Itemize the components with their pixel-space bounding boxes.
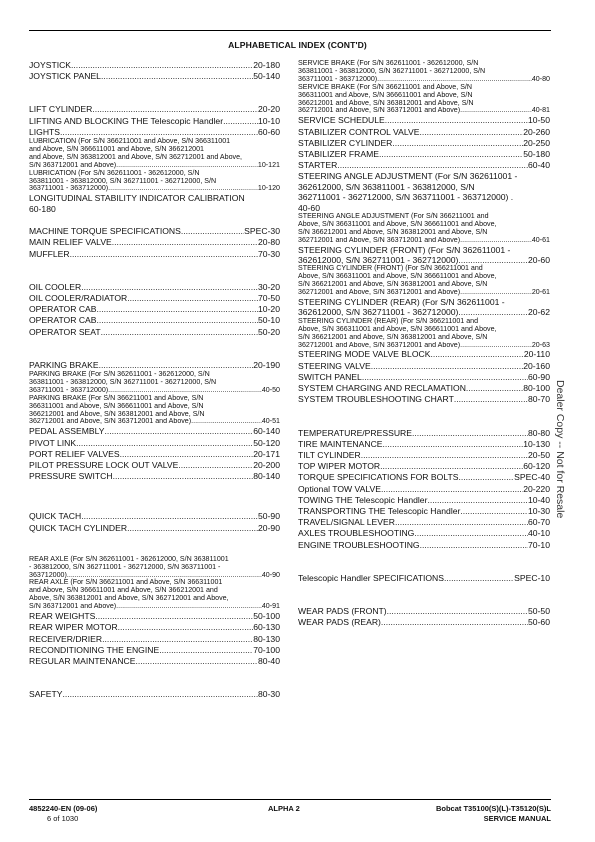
- entry-text: TIRE MAINTENANCE: [298, 438, 383, 449]
- entry-text: Above, S/N 363812001 and Above, S/N 362712001 and Above,: [29, 594, 229, 603]
- dot-leader: [420, 540, 528, 551]
- index-entry[interactable]: [29, 460, 280, 471]
- index-entry[interactable]: [298, 506, 550, 517]
- entry-text: LIFT CYLINDER: [29, 104, 93, 115]
- entry-text: S/N 363712001 and Above): [29, 603, 117, 611]
- dot-leader: [385, 115, 528, 126]
- index-entry[interactable]: [29, 371, 280, 395]
- entry-text: STABILIZER CYLINDER: [298, 137, 393, 148]
- entry-text: STEERING CYLINDER (REAR) (For S/N 362611001 -: [298, 297, 505, 308]
- page-ref: 10-121: [257, 161, 280, 169]
- index-entry[interactable]: [29, 327, 280, 338]
- dot-leader: [380, 461, 523, 472]
- page-ref: 40-90: [261, 571, 280, 579]
- index-entry[interactable]: [298, 127, 550, 138]
- entry-text: 366212001 and Above, S/N 363812001 and Above, S/N: [298, 98, 474, 107]
- index-entry[interactable]: [29, 60, 280, 71]
- entry-text: SYSTEM CHARGING AND RECLAMATION: [298, 383, 466, 394]
- entry-text: 362712001 and Above, S/N 363712001 and Above): [29, 418, 192, 426]
- entry-text: Telescopic Handler SPECIFICATIONS: [298, 572, 444, 583]
- page-ref: SPEC-10: [514, 572, 550, 583]
- page-ref: 10-130: [523, 438, 550, 449]
- entry-text: STEERING CYLINDER (FRONT) (For S/N 366211001 and: [298, 264, 483, 273]
- page-ref: 20-62: [528, 307, 550, 318]
- index-entry[interactable]: [298, 517, 550, 528]
- index-entry[interactable]: [29, 471, 280, 482]
- page-ref: 80-40: [258, 655, 280, 666]
- dot-leader: [460, 506, 528, 517]
- page-ref: 80-100: [523, 383, 550, 394]
- index-entry[interactable]: [298, 245, 550, 266]
- entry-text: Above, S/N 366311001 and Above, S/N 366611001 and Above,: [298, 219, 497, 228]
- entry-text: SERVICE SCHEDULE: [298, 115, 385, 126]
- entry-text: 362612000, S/N 362711001 - 362712000): [298, 307, 459, 318]
- entry-text: 362712001 and Above, S/N 363712001 and Above): [298, 107, 461, 115]
- dot-leader: [460, 289, 532, 297]
- page-ref: 80-70: [528, 394, 550, 405]
- dot-leader: [458, 472, 514, 483]
- page-ref: 40-91: [261, 603, 280, 611]
- index-entry[interactable]: [298, 297, 550, 318]
- entry-text: PARKING BRAKE: [29, 359, 99, 370]
- entry-text: REGULAR MAINTENANCE: [29, 655, 136, 666]
- entry-text: LIFTING AND BLOCKING THE Telescopic Handler: [29, 115, 224, 126]
- index-entry[interactable]: [298, 495, 550, 506]
- entry-text: 363811001 - 363812000, S/N 362711001 - 362712000, S/N: [29, 176, 217, 185]
- page-title: ALPHABETICAL INDEX (CONT'D): [228, 40, 367, 50]
- index-entry[interactable]: [298, 461, 550, 472]
- dot-leader: [135, 656, 258, 667]
- page-ref: 50-90: [258, 511, 280, 522]
- page-ref: 60-130: [253, 622, 280, 633]
- dot-leader: [191, 418, 262, 426]
- dot-leader: [76, 438, 253, 449]
- index-entry[interactable]: [29, 226, 280, 237]
- entry-text: WEAR PADS (FRONT): [298, 605, 387, 616]
- entry-text: 362612000, S/N 363811001 - 363812000, S/N: [298, 181, 475, 192]
- index-entry[interactable]: [29, 634, 280, 645]
- index-entry[interactable]: [29, 656, 280, 667]
- dot-leader: [81, 282, 258, 293]
- index-entry[interactable]: [298, 138, 550, 149]
- page-ref: 40-51: [261, 418, 280, 426]
- entry-text: TORQUE SPECIFICATIONS FOR BOLTS: [298, 472, 459, 483]
- dot-leader: [395, 517, 528, 528]
- page-ref: 60-90: [528, 371, 550, 382]
- dot-leader: [427, 495, 528, 506]
- entry-text: QUICK TACH: [29, 511, 82, 522]
- entry-text: PARKING BRAKE (For S/N 362611001 - 362612000, S/N: [29, 370, 210, 378]
- index-entry[interactable]: [298, 349, 550, 360]
- dot-leader: [460, 237, 532, 245]
- entry-text: AXLES TROUBLESHOOTING: [298, 528, 415, 539]
- page-ref: 20-61: [531, 289, 550, 297]
- index-entry[interactable]: [29, 170, 280, 194]
- entry-text: STEERING ANGLE ADJUSTMENT (For S/N 362611001 -: [298, 171, 518, 182]
- dot-leader: [337, 160, 528, 171]
- page-ref: 60-70: [528, 517, 550, 528]
- entry-text: 362711001 - 362712000, S/N 363711001 - 363712000) .: [298, 192, 514, 203]
- entry-text: REAR WIPER MOTOR: [29, 622, 118, 633]
- entry-text: 363811001 - 363812000, S/N 362711001 - 362712000, S/N: [298, 66, 486, 75]
- index-entry[interactable]: [298, 484, 550, 495]
- index-entry[interactable]: [298, 318, 550, 350]
- dot-leader: [159, 645, 253, 656]
- dot-leader: [460, 107, 532, 115]
- entry-text: S/N 366212001 and Above, S/N 363812001 and Above, S/N: [298, 332, 488, 341]
- index-entry[interactable]: [298, 606, 550, 617]
- entry-text: 363811001 - 363812000, S/N 362711001 - 362712000, S/N: [29, 377, 217, 386]
- index-entry[interactable]: [298, 84, 550, 116]
- entry-text: STEERING ANGLE ADJUSTMENT (For S/N 366211001 and: [298, 211, 489, 220]
- entry-text: and Above, S/N 363812001 and Above, S/N 362712001 and Above,: [29, 152, 242, 161]
- index-entry[interactable]: [29, 426, 280, 437]
- entry-text: REAR WEIGHTS: [29, 611, 96, 622]
- entry-text: SYSTEM TROUBLESHOOTING CHART: [298, 394, 454, 405]
- footer-center: [268, 804, 300, 814]
- index-entry[interactable]: [29, 395, 280, 427]
- page-ref: SPEC-30: [244, 226, 280, 237]
- entry-text: STABILIZER CONTROL VALVE: [298, 126, 420, 137]
- entry-text: JOYSTICK: [29, 60, 72, 70]
- dealer-copy-watermark: Dealer Copy -- Not for Resale: [554, 380, 566, 519]
- entry-text: SWITCH PANEL: [298, 371, 362, 382]
- index-entry[interactable]: [298, 149, 550, 160]
- index-entry[interactable]: [29, 237, 280, 248]
- footer-right: [436, 804, 551, 823]
- entry-text: STARTER: [298, 160, 338, 171]
- index-entry[interactable]: [298, 573, 550, 584]
- page-ref: 80-140: [253, 471, 280, 482]
- entry-text: PEDAL ASSEMBLY: [29, 426, 105, 437]
- dot-leader: [95, 611, 253, 622]
- entry-text: STEERING VALVE: [298, 360, 371, 371]
- index-entry[interactable]: [29, 116, 280, 127]
- index-entry[interactable]: [298, 383, 550, 394]
- page-ref: 20-50: [528, 449, 550, 460]
- page-ref: 70-100: [253, 644, 280, 655]
- page-ref: 20-110: [523, 349, 550, 360]
- page-ref: 50-50: [528, 605, 550, 616]
- dot-leader: [466, 383, 523, 394]
- page-ref: 50-10: [258, 315, 280, 326]
- page-ref: 10-40: [528, 494, 550, 505]
- entry-text: - 363812000, S/N 362711001 - 362712000, S/N 363711001 -: [29, 562, 221, 571]
- dot-leader: [430, 349, 523, 360]
- entry-text: OIL COOLER: [29, 281, 82, 292]
- section-label: ALPHA 2: [268, 804, 300, 813]
- page-ref: 20-80: [258, 237, 280, 248]
- index-entry[interactable]: [298, 60, 550, 84]
- footer-left: [29, 804, 97, 823]
- entry-text: REAR AXLE (For S/N 362611001 - 362612000, S/N 363811001: [29, 554, 229, 563]
- page-ref: 50-120: [253, 437, 280, 448]
- index-entry[interactable]: [298, 171, 550, 213]
- index-entry[interactable]: [29, 511, 280, 522]
- dot-leader: [102, 634, 253, 645]
- index-entry[interactable]: [298, 540, 550, 551]
- entry-text: 362612000, S/N 362711001 - 362712000): [298, 255, 459, 266]
- dot-leader: [419, 127, 523, 138]
- dot-leader: [118, 622, 254, 633]
- index-entry[interactable]: [29, 579, 280, 611]
- index-entry[interactable]: [298, 528, 550, 539]
- dot-leader: [97, 315, 259, 326]
- entry-text: 362712001 and Above, S/N 363712001 and Above): [298, 289, 461, 297]
- dot-leader: [127, 293, 258, 304]
- index-entry[interactable]: [298, 617, 550, 628]
- entry-text: ENGINE TROUBLESHOOTING: [298, 539, 420, 550]
- index-entry[interactable]: [29, 104, 280, 115]
- entry-text: REAR AXLE (For S/N 366211001 and Above, S/N 366311001: [29, 578, 223, 587]
- dot-leader: [113, 471, 254, 482]
- entry-text: PIVOT LINK: [29, 437, 77, 448]
- index-entry[interactable]: [29, 449, 280, 460]
- entry-text: OPERATOR SEAT: [29, 326, 101, 337]
- entry-text: 40-60: [298, 202, 320, 213]
- entry-text: LONGITUDINAL STABILITY INDICATOR CALIBRATION: [29, 193, 245, 204]
- entry-text: TRANSPORTING THE Telescopic Handler: [298, 505, 461, 516]
- dot-leader: [387, 606, 528, 617]
- entry-text: MAIN RELIEF VALVE: [29, 237, 112, 248]
- dot-leader: [62, 689, 258, 700]
- index-entry[interactable]: [29, 523, 280, 534]
- entry-text: 362712001 and Above, S/N 363712001 and Above): [298, 236, 461, 244]
- entry-text: SERVICE BRAKE (For S/N 362611001 - 362612000, S/N: [298, 59, 479, 67]
- dot-leader: [178, 460, 253, 471]
- index-entry[interactable]: [29, 282, 280, 293]
- page-ref: 20-60: [528, 255, 550, 266]
- page-ref: 20-171: [253, 448, 280, 459]
- index-entry[interactable]: [29, 556, 280, 580]
- entry-text: TILT CYLINDER: [298, 449, 361, 460]
- entry-text: QUICK TACH CYLINDER: [29, 522, 128, 533]
- index-entry[interactable]: [298, 439, 550, 450]
- dot-leader: [127, 523, 258, 534]
- dot-leader: [379, 149, 523, 160]
- page-ref: 10-20: [258, 304, 280, 315]
- index-entry[interactable]: [298, 394, 550, 405]
- bottom-rule: [29, 799, 551, 800]
- page-ref: 80-130: [253, 633, 280, 644]
- page-ref: 60-40: [528, 160, 550, 171]
- index-entry[interactable]: [29, 193, 280, 214]
- entry-text: STABILIZER FRAME: [298, 148, 380, 159]
- index-entry[interactable]: [29, 689, 280, 700]
- index-column-right: [298, 60, 550, 628]
- entry-text: LUBRICATION (For S/N 362611001 - 362612000, S/N: [29, 168, 200, 177]
- entry-text: S/N 366212001 and Above, S/N 363812001 and Above, S/N: [298, 280, 488, 289]
- page-ref: 50-180: [523, 148, 550, 159]
- entry-text: 363711001 - 363712000): [298, 75, 378, 83]
- entry-text: S/N 363712001 and Above): [29, 161, 117, 169]
- entry-text: WEAR PADS (REAR): [298, 617, 381, 628]
- entry-text: Above, S/N 366311001 and Above, S/N 366611001 and Above,: [298, 272, 497, 281]
- entry-text: STEERING CYLINDER (FRONT) (For S/N 362611001 -: [298, 244, 511, 255]
- page-ref: 20-260: [523, 126, 550, 137]
- index-entry[interactable]: [298, 361, 550, 372]
- page-ref: 10-10: [258, 115, 280, 126]
- index-entry[interactable]: [29, 71, 280, 82]
- index-column-left: [29, 60, 280, 700]
- entry-text: STEERING CYLINDER (REAR) (For S/N 366211001 and: [298, 316, 479, 325]
- entry-text: 363711001 - 363712000): [29, 386, 109, 394]
- entry-text: MUFFLER: [29, 248, 70, 259]
- entry-text: PARKING BRAKE (For S/N 366211001 and Above, S/N: [29, 393, 204, 402]
- dot-leader: [101, 327, 258, 338]
- page-ref: 10-50: [528, 115, 550, 126]
- dot-leader: [181, 226, 244, 237]
- entry-text: LUBRICATION (For S/N 366211001 and Above, S/N 366311001: [29, 137, 231, 146]
- entry-text: 362712001 and Above, S/N 363712001 and Above): [298, 341, 461, 349]
- dot-leader: [381, 617, 528, 628]
- index-entry[interactable]: [29, 315, 280, 326]
- model-name: Bobcat T35100(S)(L)-T35120(S)L: [435, 804, 551, 813]
- page-ref: 20-190: [253, 359, 280, 370]
- page-ref: 20-20: [258, 104, 280, 115]
- index-entry[interactable]: [29, 438, 280, 449]
- doc-number: 4852240-EN (09-06): [29, 804, 98, 813]
- index-entry[interactable]: [298, 450, 550, 461]
- dot-leader: [92, 104, 258, 115]
- entry-text: SERVICE BRAKE (For S/N 366211001 and Above, S/N: [298, 82, 473, 91]
- entry-text: 363712000): [29, 571, 67, 579]
- page-ref: 40-10: [528, 528, 550, 539]
- dot-leader: [362, 372, 528, 383]
- entry-text: TEMPERATURE/PRESSURE: [298, 427, 412, 438]
- entry-text: LIGHTS: [29, 126, 61, 137]
- page-ref: 60-120: [523, 461, 550, 472]
- entry-text: TOP WIPER MOTOR: [298, 461, 381, 472]
- entry-text: 366212001 and Above, S/N 363812001 and Above, S/N: [29, 409, 205, 418]
- index-entry[interactable]: [298, 265, 550, 297]
- entry-text: 60-180: [29, 203, 56, 214]
- page-ref: 20-200: [253, 459, 280, 470]
- entry-text: PORT RELIEF VALVES: [29, 448, 120, 459]
- page-ref: 50-60: [528, 617, 550, 628]
- dot-leader: [383, 439, 524, 450]
- entry-text: OIL COOLER/RADIATOR: [29, 292, 128, 303]
- index-entry[interactable]: [29, 304, 280, 315]
- page-ref: 20-220: [523, 483, 550, 494]
- entry-text: PRESSURE SWITCH: [29, 471, 113, 482]
- dot-leader: [412, 428, 528, 439]
- dot-leader: [71, 60, 253, 71]
- entry-text: SAFETY: [29, 689, 63, 700]
- entry-text: PILOT PRESSURE LOCK OUT VALVE: [29, 459, 179, 470]
- dot-leader: [392, 138, 523, 149]
- entry-text: S/N 366212001 and Above, S/N 363812001 and Above, S/N: [298, 227, 488, 236]
- dot-leader: [104, 426, 253, 437]
- page-ref: 50-20: [258, 326, 280, 337]
- dot-leader: [70, 249, 258, 260]
- entry-text: Above, S/N 366311001 and Above, S/N 366611001 and Above,: [298, 324, 497, 333]
- dot-leader: [81, 511, 258, 522]
- page-ref: 10-120: [257, 185, 280, 193]
- dot-leader: [116, 603, 262, 611]
- index-entry[interactable]: [298, 472, 550, 483]
- page-ref: SPEC-40: [514, 472, 550, 483]
- entry-text: OPERATOR CAB: [29, 304, 97, 315]
- page-ref: 20-250: [523, 137, 550, 148]
- dot-leader: [97, 304, 259, 315]
- page-ref: 70-10: [528, 539, 550, 550]
- page-ref: 10-30: [528, 505, 550, 516]
- page-ref: 70-30: [258, 248, 280, 259]
- page-ref: 30-20: [258, 281, 280, 292]
- index-entry[interactable]: [298, 213, 550, 245]
- dot-leader: [112, 237, 258, 248]
- index-entry[interactable]: [298, 372, 550, 383]
- index-entry[interactable]: [29, 249, 280, 260]
- index-entry[interactable]: [298, 160, 550, 171]
- entry-text: OPERATOR CAB: [29, 315, 97, 326]
- top-rule: [29, 30, 551, 31]
- page-ref: 60-140: [253, 426, 280, 437]
- entry-text: TRAVEL/SIGNAL LEVER: [298, 517, 395, 528]
- page-ref: 20-90: [258, 522, 280, 533]
- entry-text: Optional TOW VALVE: [298, 483, 381, 494]
- entry-text: 366311001 and Above, S/N 366611001 and Above, S/N: [29, 401, 204, 410]
- dot-leader: [414, 528, 528, 539]
- page-ref: 40-61: [531, 236, 550, 244]
- entry-text: RECEIVER/DRIER: [29, 633, 103, 644]
- dot-leader: [120, 449, 254, 460]
- page-ref: 40-81: [531, 107, 550, 115]
- index-entry[interactable]: [29, 622, 280, 633]
- entry-text: JOYSTICK PANEL: [29, 71, 101, 82]
- page-ref: 20-63: [531, 341, 550, 349]
- entry-text: 363711001 - 363712000): [29, 185, 109, 193]
- entry-text: STEERING MODE VALVE BLOCK: [298, 349, 431, 360]
- entry-text: and Above, S/N 366611001 and Above, S/N 366212001: [29, 144, 204, 153]
- dot-leader: [454, 394, 528, 405]
- page-ref: 80-80: [528, 427, 550, 438]
- entry-text: RECONDITIONING THE ENGINE: [29, 644, 160, 655]
- dot-leader: [101, 71, 253, 82]
- index-entry[interactable]: [29, 293, 280, 304]
- dot-leader: [444, 573, 514, 584]
- index-entry[interactable]: [298, 115, 550, 126]
- page-ref: 40-80: [531, 75, 550, 83]
- entry-text: TOWING THE Telescopic Handler: [298, 494, 428, 505]
- dot-leader: [223, 116, 258, 127]
- index-entry[interactable]: [29, 645, 280, 656]
- page-ref: 60-60: [258, 126, 280, 137]
- index-entry[interactable]: [29, 138, 280, 170]
- dot-leader: [108, 185, 258, 193]
- index-entry[interactable]: [298, 428, 550, 439]
- dot-leader: [381, 484, 523, 495]
- dot-leader: [460, 342, 532, 350]
- dot-leader: [371, 361, 523, 372]
- page-ref: 50-100: [253, 611, 280, 622]
- index-entry[interactable]: [29, 611, 280, 622]
- page-ref: 40-50: [261, 386, 280, 394]
- dot-leader: [361, 450, 528, 461]
- page-of: 6 of 1030: [47, 813, 79, 823]
- entry-text: MACHINE TORQUE SPECIFICATIONS: [29, 226, 181, 237]
- entry-text: 366311001 and Above, S/N 366611001 and Above, S/N: [298, 90, 473, 99]
- page-ref: 50-140: [253, 71, 280, 82]
- page-ref: 80-30: [258, 689, 280, 700]
- page-ref: 20-180: [253, 60, 280, 70]
- entry-text: and Above, S/N 366611001 and Above, S/N 366212001 and: [29, 586, 218, 595]
- page-ref: 70-50: [258, 292, 280, 303]
- manual-name: SERVICE MANUAL: [483, 813, 551, 823]
- page-ref: 20-160: [523, 360, 550, 371]
